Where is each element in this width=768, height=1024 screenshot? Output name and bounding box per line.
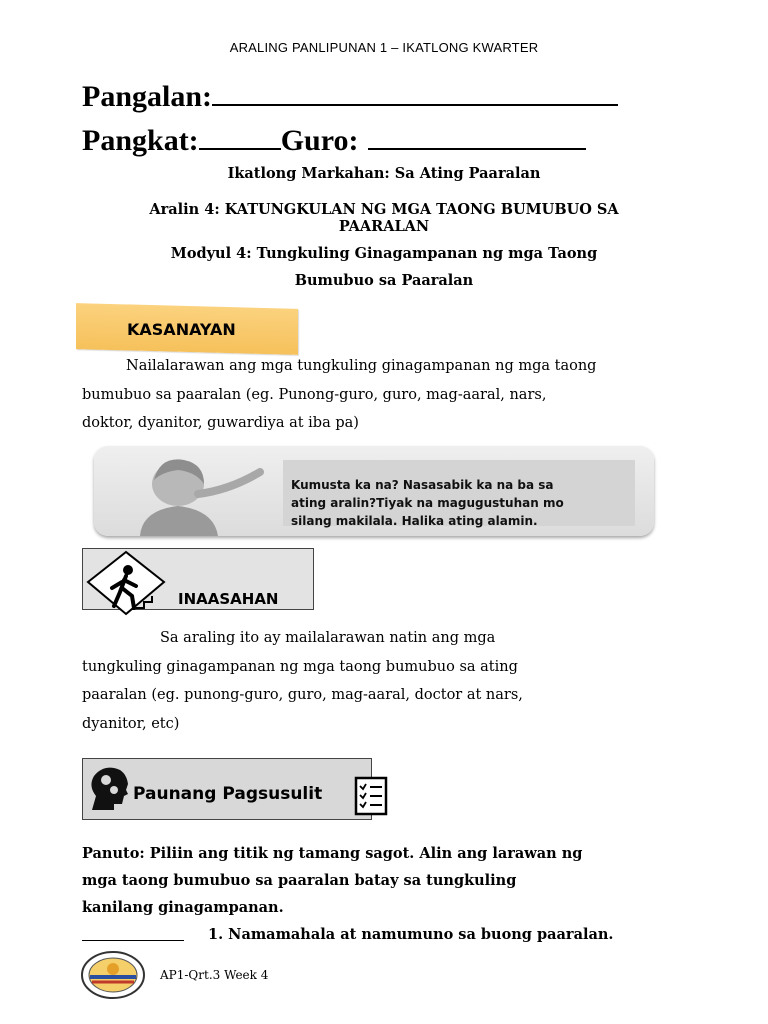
lesson-title-line2: PAARALAN [338, 218, 430, 235]
section-label: Pangkat: [82, 124, 199, 157]
section-teacher-field [82, 124, 586, 158]
module-title-line1: Modyul 4: Tungkuling Ginagampanan ng mga Taong [170, 245, 598, 262]
panuto-line3: kanilang ginagampanan. [82, 899, 284, 916]
section-blank[interactable] [199, 126, 281, 150]
inaasahan-line1: Sa araling ito ay mailalarawan natin ang mga [160, 630, 496, 646]
teacher-label: Guro: [280, 124, 359, 157]
panuto-paragraph [82, 840, 692, 921]
module-title-line2: Bumubuo sa Paaralan [294, 272, 474, 289]
lesson-title-line1: Aralin 4: KATUNGKULAN NG MGA TAONG BUMUBUO SA [149, 201, 619, 218]
inaasahan-line2: tungkuling ginagampanan ng mga taong bumubuo sa ating [82, 658, 518, 675]
speech-line2: ating aralin?Tiyak na magugustuhan mo [291, 496, 564, 510]
inaasahan-label: INAASAHAN [178, 590, 279, 608]
kasanayan-line1: Nailalarawan ang mga tungkuling ginagampanan ng mga taong [126, 358, 597, 374]
panuto-line2: mga taong bumubuo sa paaralan batay sa tungkuling [82, 872, 517, 889]
head-gears-icon [86, 764, 130, 814]
division-seal-icon [80, 950, 146, 1000]
teacher-illustration [100, 450, 280, 536]
running-header: ARALING PANLIPUNAN 1 – IKATLONG KWARTER [229, 40, 539, 55]
speech-line1: Kumusta ka na? Nasasabik ka na ba sa [291, 478, 554, 492]
kasanayan-paragraph [82, 352, 692, 438]
panuto-line1: Panuto: Piliin ang titik ng tamang sagot. Alin ang larawan ng [82, 845, 583, 862]
kasanayan-label: KASANAYAN [127, 320, 236, 339]
inaasahan-line3: paaralan (eg. punong-guro, guro, mag-aaral, doctor at nars, [82, 687, 523, 703]
paunang-label: Paunang Pagsusulit [133, 784, 323, 804]
name-blank[interactable] [212, 82, 618, 106]
inaasahan-line4: dyanitor, etc) [82, 715, 180, 732]
name-field [82, 80, 618, 114]
inaasahan-paragraph [82, 624, 692, 738]
speech-line3: silang makilala. Halika ating alamin. [291, 514, 538, 528]
checklist-icon [352, 774, 390, 818]
speech-bubble-text [291, 476, 631, 530]
footer-text: AP1-Qrt.3 Week 4 [160, 968, 269, 982]
teacher-blank[interactable] [368, 126, 586, 150]
answer-blank-1[interactable] [82, 940, 184, 941]
quarter-title: Ikatlong Markahan: Sa Ating Paaralan [227, 165, 541, 182]
kasanayan-line2: bumubuo sa paaralan (eg. Punong-guro, guro, mag-aaral, nars, [82, 386, 547, 403]
kasanayan-line3: doktor, dyanitor, guwardiya at iba pa) [82, 415, 359, 431]
walking-person-icon [82, 548, 172, 620]
name-label: Pangalan: [82, 80, 213, 113]
question-1: 1. Namamahala at namumuno sa buong paaralan. [208, 926, 614, 943]
